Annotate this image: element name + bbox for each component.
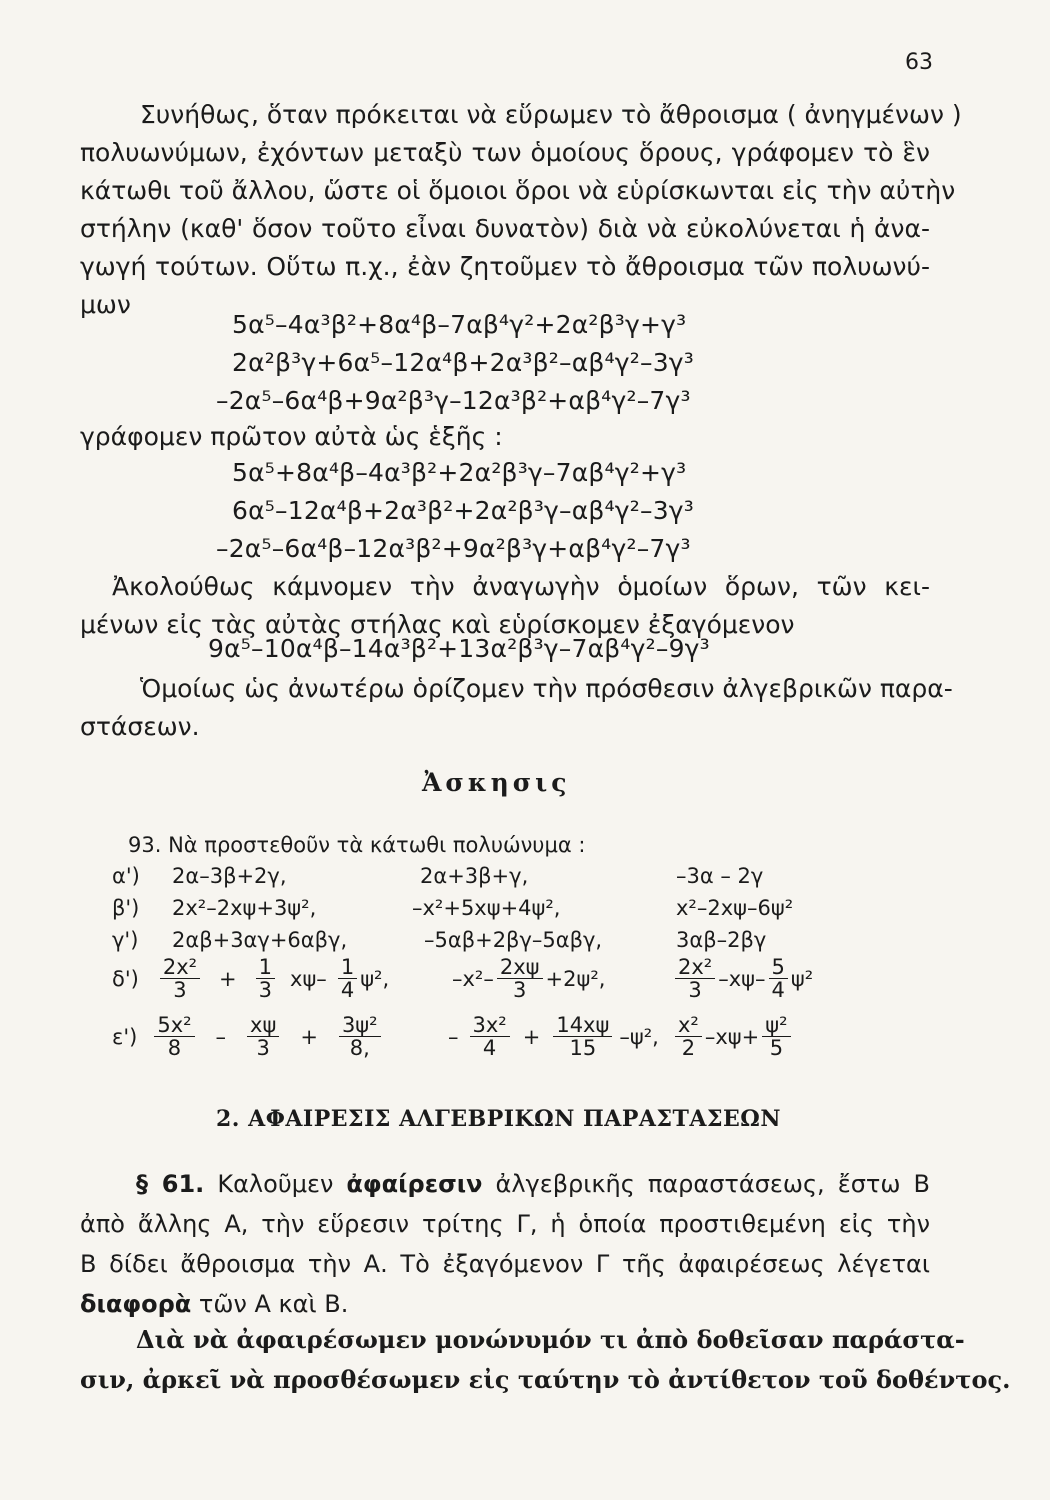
term: ψ², — [360, 966, 390, 991]
denominator: 3 — [688, 978, 702, 1003]
fraction — [675, 1014, 702, 1059]
exercise-epsilon-row — [112, 1014, 384, 1059]
exercise-term: 2x²–2xψ+3ψ², — [172, 896, 317, 920]
exercise-label: γ') — [112, 928, 139, 952]
numerator: 5x² — [154, 1014, 194, 1037]
denominator: 15 — [569, 1036, 597, 1061]
text-line: Ἀκολούθως κάμνομεν τὴν ἀναγωγὴν ὁμοίων ὅρων, τῶν κει- — [112, 572, 930, 601]
text-line: κάτωθι τοῦ ἄλλου, ὥστε οἱ ὅμοιοι ὅροι νὰ εὑρίσκωνται εἰς τὴν αὐτὴν — [80, 176, 956, 205]
definition-line-4 — [80, 1284, 930, 1324]
polynomial-1: 5α⁵–4α³β²+8α⁴β–7αβ⁴γ²+2α²β³γ+γ³ — [232, 310, 687, 339]
numerator: ψ² — [762, 1014, 790, 1037]
then-paragraph — [80, 568, 930, 644]
fraction — [154, 1014, 194, 1059]
definition-paragraph — [80, 1164, 930, 1324]
rule-paragraph — [80, 1320, 1011, 1400]
section-title: 2. ΑΦΑΙΡΕΣΙΣ ΑΛΓΕΒΡΙΚΩΝ ΠΑΡΑΣΤΑΣΕΩΝ — [216, 1106, 781, 1132]
text-line: Συνήθως, ὅταν πρόκειται νὰ εὕρωμεν τὸ ἄθροισμα ( ἀνηγμένων ) — [140, 100, 962, 129]
fraction — [338, 956, 357, 1001]
fraction — [256, 956, 275, 1001]
exercise-term: 3αβ–2βγ — [676, 928, 767, 952]
term-bold: ἀφαίρεσιν — [346, 1170, 483, 1198]
text: Καλοῦμεν — [217, 1170, 334, 1198]
exercise-delta-b — [452, 956, 605, 1001]
exercise-delta-row — [112, 956, 389, 1001]
term: – — [448, 1024, 459, 1049]
text-line: στάσεων. — [80, 712, 200, 741]
operator: + — [300, 1024, 318, 1049]
exercise-epsilon-b — [448, 1014, 659, 1059]
numerator: 14xψ — [553, 1014, 612, 1037]
exercise-intro: 93. Νὰ προστεθοῦν τὰ κάτωθι πολυώνυμα : — [128, 833, 586, 857]
similarly-paragraph — [80, 670, 953, 746]
fraction — [675, 956, 715, 1001]
numerator: 2x² — [675, 956, 715, 979]
text-line: γωγή τούτων. Οὕτω π.χ., ἐὰν ζητοῦμεν τὸ ἄθροισμα τῶν πολυωνύ- — [80, 252, 930, 281]
exercise-epsilon-c — [672, 1014, 794, 1059]
text-line: σιν, ἀρκεῖ νὰ προσθέσωμεν εἰς ταύτην τὸ ἀντίθετον τοῦ δοθέντος. — [80, 1365, 1011, 1394]
fraction — [470, 1014, 510, 1059]
numerator: 3x² — [470, 1014, 510, 1037]
intro-paragraph — [80, 96, 962, 324]
exercise-label: α') — [112, 864, 140, 888]
numerator: 2xψ — [497, 956, 543, 979]
definition-line-1 — [80, 1164, 930, 1204]
text-line: μων — [80, 290, 131, 319]
polynomial-3: –2α⁵–6α⁴β+9α²β³γ–12α³β²+αβ⁴γ²–7γ³ — [216, 386, 691, 415]
exercise-label: ε') — [112, 1024, 138, 1049]
operator: + — [522, 1024, 541, 1049]
numerator: 3ψ² — [339, 1014, 381, 1037]
denominator: 3 — [513, 978, 527, 1003]
fraction — [339, 1014, 381, 1059]
text: τῶν Α καὶ Β. — [198, 1290, 349, 1318]
exercise-term: –3α – 2γ — [676, 864, 764, 888]
fraction — [553, 1014, 612, 1059]
term: –xψ– — [718, 966, 766, 991]
fraction — [769, 956, 788, 1001]
denominator: 2 — [681, 1036, 696, 1061]
fraction — [497, 956, 543, 1001]
numerator: 2x² — [160, 956, 200, 979]
text-line: πολυωνύμων, ἐχόντων μεταξὺ των ὁμοίους ὅρους, γράφομεν τὸ ἓν — [80, 138, 930, 167]
fraction — [247, 1014, 279, 1059]
denominator: 4 — [771, 978, 785, 1003]
numerator: 5 — [769, 956, 788, 979]
text-line: στήλην (καθ' ὅσον τοῦτο εἶναι δυνατὸν) διὰ νὰ εὐκολύνεται ἡ ἀνα- — [80, 214, 930, 243]
numerator: xψ — [247, 1014, 279, 1037]
exercises-heading: Ἀσκησις — [422, 768, 571, 797]
aligned-polynomial-3: –2α⁵–6α⁴β–12α³β²+9α²β³γ+αβ⁴γ²–7γ³ — [216, 534, 691, 563]
term-bold: διαφορὰ — [80, 1290, 192, 1318]
exercise-term: 2α+3β+γ, — [420, 864, 529, 888]
denominator: 4 — [482, 1036, 497, 1061]
text: ἀλγεβρικῆς παραστάσεως, ἔστω Β — [495, 1170, 930, 1198]
term: xψ– — [290, 966, 327, 991]
aligned-polynomial-1: 5α⁵+8α⁴β–4α³β²+2α²β³γ–7αβ⁴γ²+γ³ — [232, 458, 687, 487]
result-polynomial: 9α⁵–10α⁴β–14α³β²+13α²β³γ–7αβ⁴γ²–9γ³ — [208, 634, 710, 663]
denominator: 3 — [173, 978, 187, 1003]
exercise-term: –x²+5xψ+4ψ², — [412, 896, 561, 920]
term: –ψ², — [619, 1024, 659, 1049]
exercise-term: 2αβ+3αγ+6αβγ, — [172, 928, 348, 952]
text-line: Β δίδει ἄθροισμα τὴν Α. Τὸ ἐξαγόμενον Γ τῆς ἀφαιρέσεως λέγεται — [80, 1250, 930, 1278]
write-first-line: γράφομεν πρῶτον αὐτὰ ὡς ἑξῆς : — [80, 422, 503, 451]
numerator: 1 — [256, 956, 275, 979]
text-line: μένων εἰς τὰς αὐτὰς στήλας καὶ εὑρίσκομεν ἐξαγόμενον — [80, 610, 795, 639]
text-line: ἀπὸ ἄλλης Α, τὴν εὕρεσιν τρίτης Γ, ἡ ὁποία προστιθεμένη εἰς τὴν — [80, 1210, 930, 1238]
text-line: Ὁμοίως ὡς ἀνωτέρω ὁρίζομεν τὴν πρόσθεσιν ἀλγεβρικῶν παρα- — [140, 674, 953, 703]
text-line: Διὰ νὰ ἀφαιρέσωμεν μονώνυμόν τι ἀπὸ δοθεῖσαν παράστα- — [136, 1325, 965, 1354]
exercise-term: x²–2xψ–6ψ² — [676, 896, 794, 920]
page-number: 63 — [905, 50, 933, 75]
numerator: x² — [675, 1014, 702, 1037]
polynomial-2: 2α²β³γ+6α⁵–12α⁴β+2α³β²–αβ⁴γ²–3γ³ — [232, 348, 695, 377]
exercise-term: –5αβ+2βγ–5αβγ, — [424, 928, 603, 952]
denominator: 3 — [258, 978, 273, 1003]
exercise-label: β') — [112, 896, 140, 920]
term: +2ψ², — [545, 966, 606, 991]
fraction — [762, 1014, 790, 1059]
fraction — [160, 956, 200, 1001]
denominator: 8, — [349, 1036, 370, 1061]
term: –xψ+ — [704, 1024, 760, 1049]
denominator: 3 — [256, 1036, 270, 1061]
denominator: 8 — [167, 1036, 182, 1061]
section-number: § 61. — [136, 1170, 205, 1198]
exercise-term: 2α–3β+2γ, — [172, 864, 287, 888]
operator: – — [215, 1024, 227, 1049]
operator: + — [219, 966, 237, 991]
exercise-delta-c — [672, 956, 813, 1001]
term: –x²– — [452, 966, 494, 991]
aligned-polynomial-2: 6α⁵–12α⁴β+2α³β²+2α²β³γ–αβ⁴γ²–3γ³ — [232, 496, 695, 525]
denominator: 5 — [769, 1036, 784, 1061]
denominator: 4 — [340, 978, 355, 1003]
numerator: 1 — [338, 956, 357, 979]
term: ψ² — [790, 966, 814, 991]
exercise-label: δ') — [112, 966, 139, 991]
